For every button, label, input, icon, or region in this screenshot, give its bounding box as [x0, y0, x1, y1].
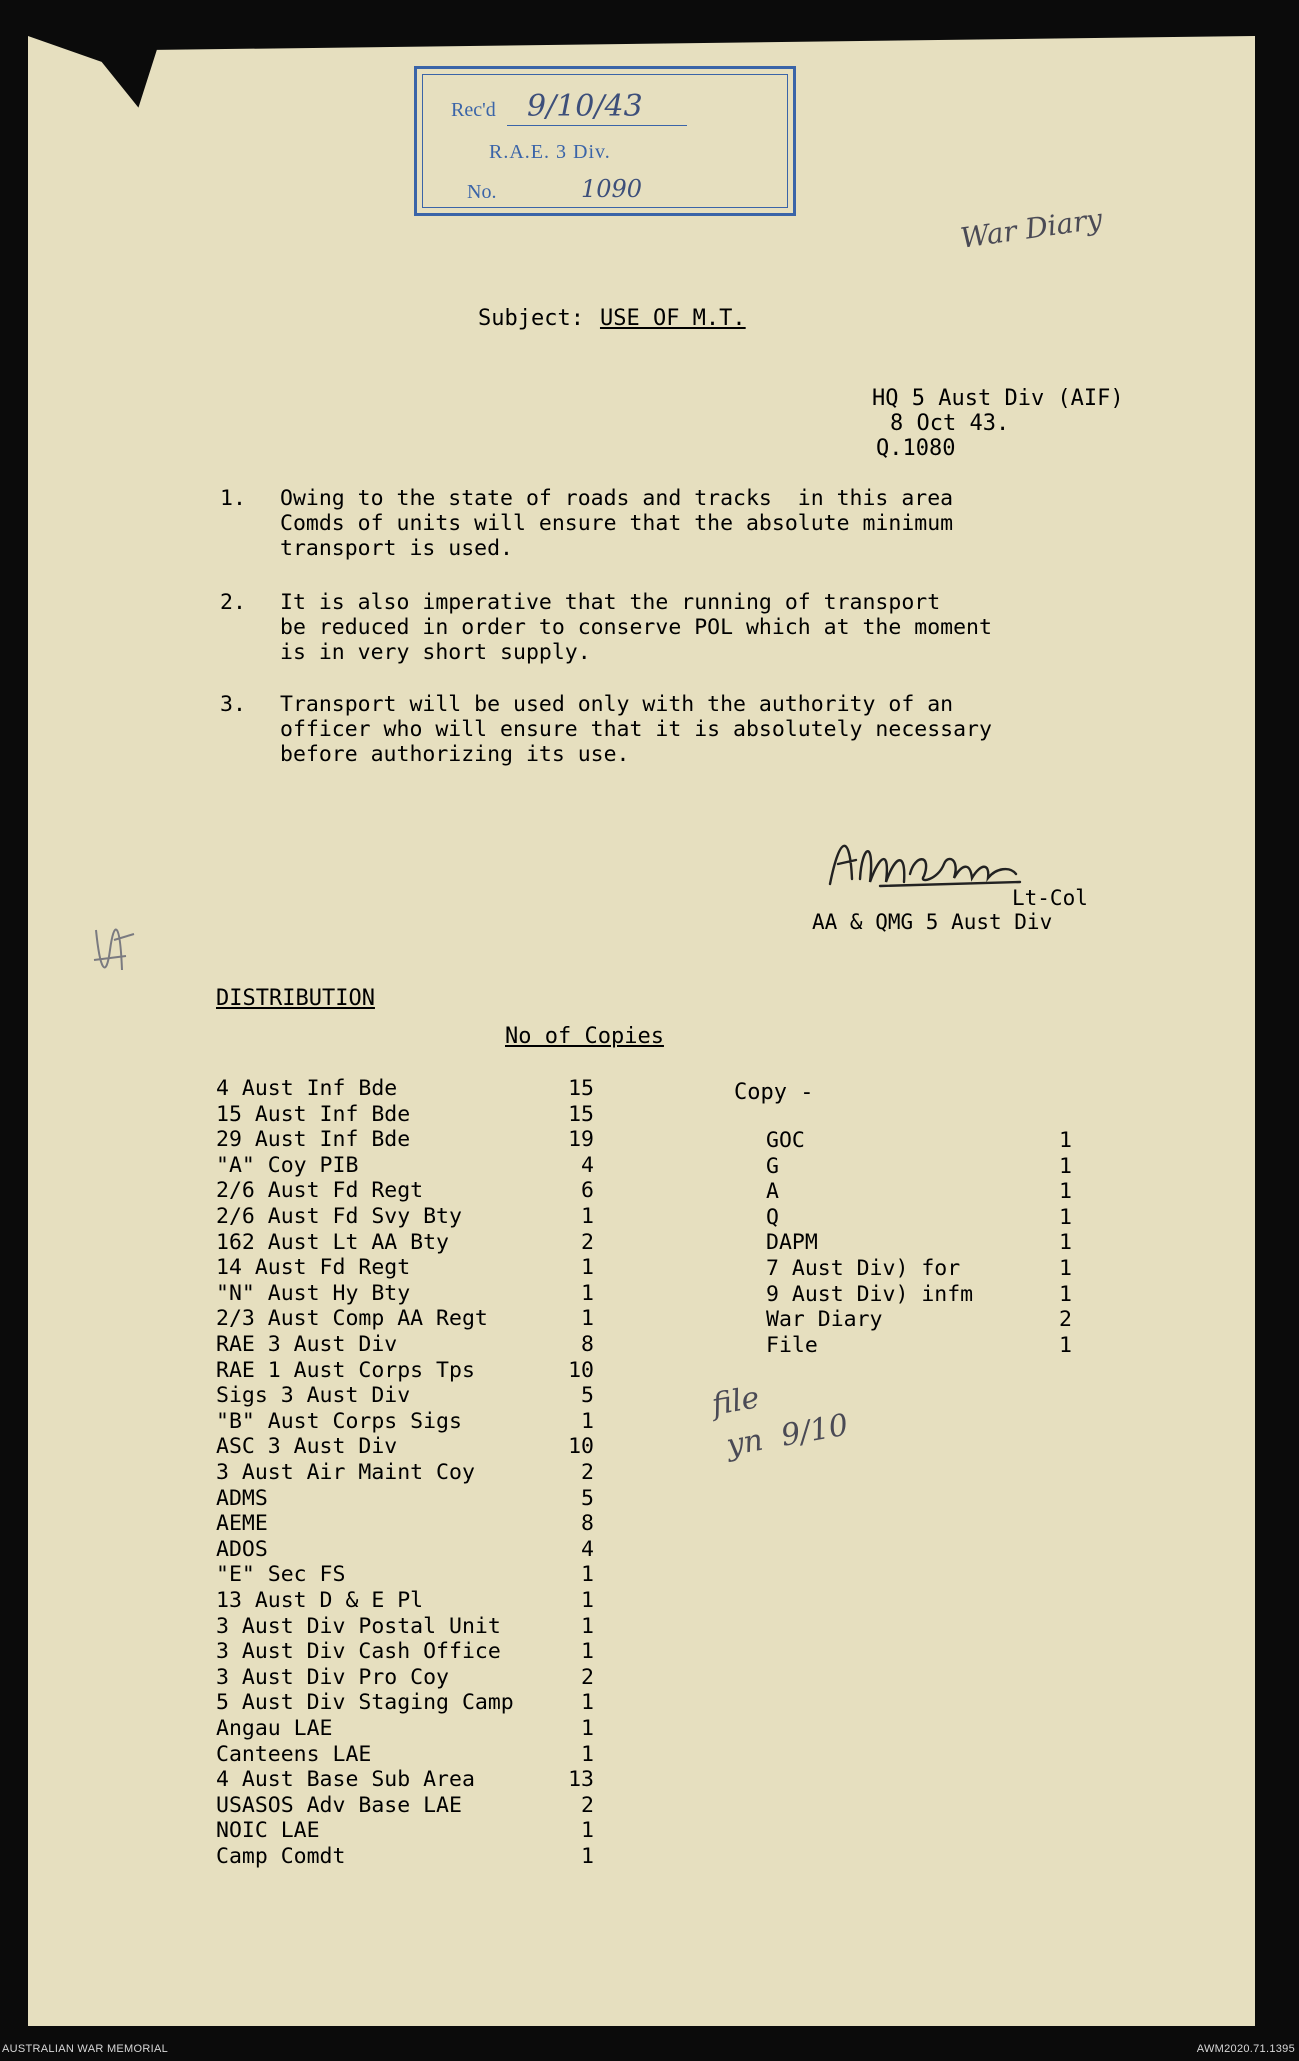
copy-count: 2: [1059, 1307, 1072, 1333]
distribution-row: [216, 1306, 594, 1332]
distribution-row: [216, 1511, 594, 1537]
distribution-row: [216, 1152, 594, 1178]
distribution-row: [216, 1076, 594, 1101]
copy-count: 1: [581, 1741, 594, 1767]
distribution-row: [216, 1690, 594, 1716]
distribution-row: [766, 1307, 1072, 1333]
copy-count: 1: [581, 1280, 594, 1306]
distribution-row: [216, 1536, 594, 1562]
recipient-unit: 162 Aust Lt AA Bty: [216, 1229, 449, 1255]
recipient-unit: 29 Aust Inf Bde: [216, 1127, 411, 1153]
copy-count: 1: [1059, 1230, 1072, 1256]
footer-institution: AUSTRALIAN WAR MEMORIAL: [2, 2043, 169, 2055]
copy-count: 1: [581, 1408, 594, 1434]
recipient-unit: 7 Aust Div) for: [766, 1256, 961, 1281]
copy-count: 13: [568, 1767, 594, 1793]
copy-count: 1: [1059, 1128, 1072, 1153]
recipient-unit: 5 Aust Div Staging Camp: [216, 1690, 514, 1716]
distribution-row: [216, 1818, 594, 1844]
recipient-unit: 2/6 Aust Fd Svy Bty: [216, 1204, 462, 1229]
recipient-unit: AEME: [216, 1511, 268, 1537]
hq-line: HQ 5 Aust Div (AIF): [872, 386, 1124, 411]
distribution-row: [216, 1485, 594, 1511]
distribution-row: [216, 1792, 594, 1818]
copy-count: 1: [581, 1306, 594, 1332]
distribution-row: [216, 1178, 594, 1204]
footer-accession-number: AWM2020.71.1395: [1196, 2043, 1295, 2055]
paragraph-line: Comds of units will ensure that the absolute minimum: [280, 511, 954, 536]
copy-count: 2: [581, 1460, 594, 1485]
copy-count: 4: [581, 1536, 594, 1562]
recipient-unit: RAE 3 Aust Div: [216, 1332, 398, 1357]
stamp-recd-underline: [507, 125, 687, 126]
copy-count: 2: [581, 1792, 594, 1818]
stamp-unit: R.A.E. 3 Div.: [489, 141, 611, 163]
distribution-row: [216, 1639, 594, 1665]
distribution-row: [766, 1204, 1072, 1230]
copies-heading: No of Copies: [505, 1024, 664, 1049]
copy-count: 8: [581, 1511, 594, 1537]
recipient-unit: "E" Sec FS: [216, 1562, 346, 1588]
paragraph-line: officer who will ensure that it is absolutely necessary: [280, 717, 992, 742]
copy-count: 2: [581, 1229, 594, 1255]
distribution-row: [216, 1280, 594, 1306]
distribution-row: [216, 1127, 594, 1153]
distribution-row: [766, 1332, 1072, 1358]
copy-count: 19: [568, 1127, 594, 1153]
copy-count: 1: [1059, 1153, 1072, 1179]
copy-count: 1: [581, 1613, 594, 1639]
recipient-unit: ASC 3 Aust Div: [216, 1434, 398, 1460]
distribution-row: [216, 1101, 594, 1127]
signatory-appointment: AA & QMG 5 Aust Div: [812, 910, 1053, 934]
copy-count: 1: [1059, 1179, 1072, 1205]
copy-count: 5: [581, 1383, 594, 1409]
recipient-unit: Camp Comdt: [216, 1844, 346, 1869]
paragraph-number: 3.: [220, 692, 246, 717]
distribution-row: [216, 1383, 594, 1409]
paragraph-number: 2.: [220, 590, 246, 615]
distribution-row: [216, 1741, 594, 1767]
copy-count: 2: [581, 1664, 594, 1690]
copy-count: 1: [1059, 1204, 1072, 1230]
stamp-recd-label: Rec'd: [451, 99, 496, 121]
distribution-row: [216, 1767, 594, 1793]
reference-line: Q.1080: [876, 436, 956, 461]
recipient-unit: "A" Coy PIB: [216, 1152, 359, 1178]
handwritten-war-diary-note: War Diary: [958, 202, 1105, 255]
recipient-unit: ADOS: [216, 1536, 268, 1562]
distribution-row: [216, 1588, 594, 1613]
distribution-row: [216, 1204, 594, 1229]
paragraph-line: transport is used.: [280, 536, 513, 561]
recipient-unit: A: [766, 1179, 779, 1205]
distribution-row: [766, 1153, 1072, 1179]
recipient-unit: 3 Aust Div Pro Coy: [216, 1664, 449, 1690]
distribution-heading: DISTRIBUTION: [216, 986, 375, 1011]
recipient-unit: ADMS: [216, 1485, 268, 1511]
recipient-unit: Q: [766, 1204, 779, 1230]
recipient-unit: NOIC LAE: [216, 1818, 320, 1844]
recipient-unit: 2/6 Aust Fd Regt: [216, 1178, 424, 1204]
copy-count: 15: [568, 1101, 594, 1127]
paragraph-line: is in very short supply.: [280, 640, 591, 665]
distribution-row: [216, 1613, 594, 1639]
stamp-recd-value: 9/10/43: [527, 89, 643, 124]
paragraph-line: Owing to the state of roads and tracks in this area: [280, 486, 954, 511]
recipient-unit: G: [766, 1153, 779, 1179]
recipient-unit: 2/3 Aust Comp AA Regt: [216, 1306, 488, 1332]
recipient-unit: 14 Aust Fd Regt: [216, 1255, 411, 1281]
distribution-row: [216, 1408, 594, 1434]
copy-count: 6: [581, 1178, 594, 1204]
recipient-unit: GOC: [766, 1128, 805, 1153]
copy-count: 1: [1059, 1332, 1072, 1358]
copy-count: 10: [568, 1434, 594, 1460]
distribution-row: [216, 1562, 594, 1588]
copy-count: 1: [581, 1255, 594, 1281]
recipient-unit: File: [766, 1332, 818, 1358]
paragraph-line: be reduced in order to conserve POL which at the moment: [280, 615, 992, 640]
recipient-unit: Angau LAE: [216, 1716, 333, 1741]
recipient-unit: War Diary: [766, 1307, 883, 1333]
recipient-unit: 13 Aust D & E Pl: [216, 1588, 424, 1613]
stamp-no-value: 1090: [581, 175, 643, 203]
paragraph-line: It is also imperative that the running of transport: [280, 590, 941, 615]
copy-count: 5: [581, 1485, 594, 1511]
distribution-row: [216, 1332, 594, 1357]
distribution-row: [216, 1255, 594, 1281]
received-stamp: [414, 66, 796, 216]
copy-count: 10: [568, 1357, 594, 1383]
signatory-rank: Lt-Col: [1012, 886, 1088, 910]
recipient-unit: 15 Aust Inf Bde: [216, 1101, 411, 1127]
date-line: 8 Oct 43.: [890, 411, 1010, 436]
distribution-row: [766, 1281, 1072, 1307]
recipient-unit: 9 Aust Div) infm: [766, 1281, 974, 1307]
copy-count: 1: [581, 1818, 594, 1844]
recipient-unit: 3 Aust Div Cash Office: [216, 1639, 501, 1665]
recipient-unit: "N" Aust Hy Bty: [216, 1280, 411, 1306]
distribution-row: [216, 1844, 594, 1869]
distribution-row: [766, 1128, 1072, 1153]
recipient-unit: Sigs 3 Aust Div: [216, 1383, 411, 1409]
subject-line: [478, 306, 746, 331]
handwritten-initials-mark: [86, 910, 146, 990]
paragraph-line: Transport will be used only with the authority of an: [280, 692, 954, 717]
copy-count: 4: [581, 1152, 594, 1178]
recipient-unit: 3 Aust Air Maint Coy: [216, 1460, 475, 1485]
distribution-row: [766, 1230, 1072, 1256]
copy-count: 1: [581, 1690, 594, 1716]
stamp-no-underline: [513, 207, 749, 208]
recipient-unit: 4 Aust Inf Bde: [216, 1076, 398, 1101]
paragraph-line: before authorizing its use.: [280, 742, 630, 767]
copy-count: 1: [581, 1588, 594, 1613]
copy-count: 1: [581, 1639, 594, 1665]
paragraph-number: 1.: [220, 486, 246, 511]
copy-count: 1: [581, 1204, 594, 1229]
subject-value: USE OF M.T.: [599, 306, 746, 331]
recipient-unit: DAPM: [766, 1230, 818, 1256]
recipient-unit: 4 Aust Base Sub Area: [216, 1767, 475, 1793]
distribution-row: [766, 1256, 1072, 1281]
recipient-unit: 3 Aust Div Postal Unit: [216, 1613, 501, 1639]
distribution-row: [216, 1664, 594, 1690]
copy-count: 1: [581, 1716, 594, 1741]
distribution-row: [216, 1229, 594, 1255]
stamp-no-label: No.: [467, 181, 497, 203]
copy-count: 1: [1059, 1281, 1072, 1307]
subject-label: Subject:: [478, 306, 584, 331]
distribution-row: [766, 1179, 1072, 1205]
recipient-unit: Canteens LAE: [216, 1741, 372, 1767]
distribution-row: [216, 1716, 594, 1741]
copy-count: 8: [581, 1332, 594, 1357]
copy-count: 1: [581, 1562, 594, 1588]
copy-count: 1: [1059, 1256, 1072, 1281]
distribution-row: [216, 1460, 594, 1485]
recipient-unit: USASOS Adv Base LAE: [216, 1792, 462, 1818]
distribution-row: [216, 1434, 594, 1460]
copy-label: Copy -: [734, 1080, 814, 1105]
handwritten-file-note-line1: file: [709, 1380, 763, 1423]
recipient-unit: "B" Aust Corps Sigs: [216, 1408, 462, 1434]
handwritten-file-note-line2: yn 9/10: [723, 1407, 851, 1464]
recipient-unit: RAE 1 Aust Corps Tps: [216, 1357, 475, 1383]
distribution-row: [216, 1357, 594, 1383]
copy-count: 1: [581, 1844, 594, 1869]
copy-count: 15: [568, 1076, 594, 1101]
